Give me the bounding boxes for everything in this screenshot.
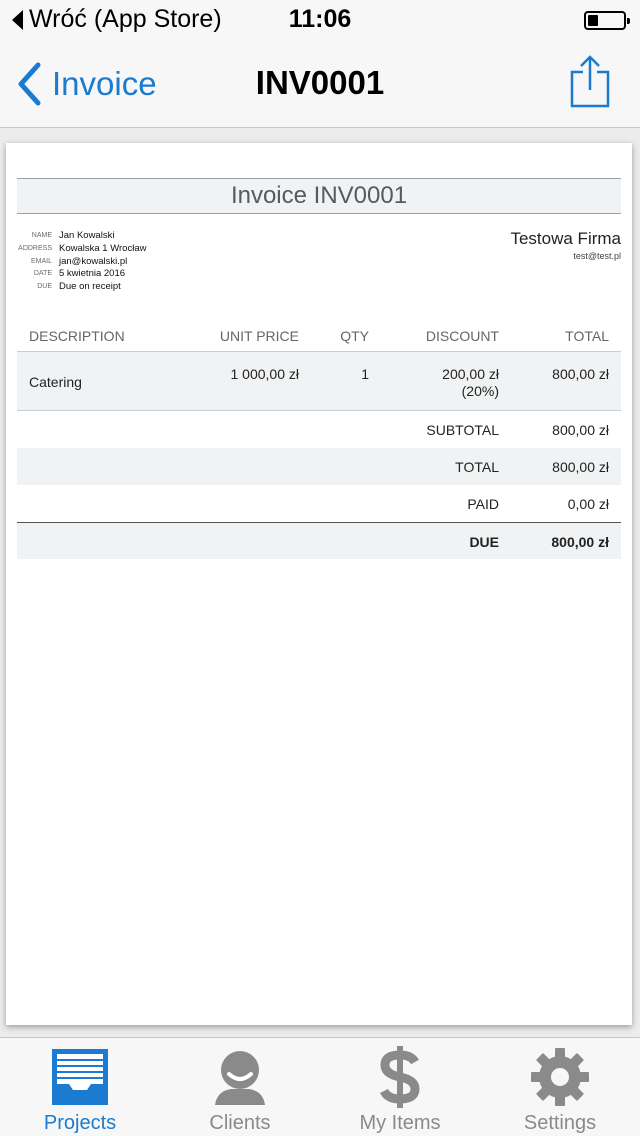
item-discount xyxy=(442,366,499,400)
dollar-icon xyxy=(370,1047,430,1107)
battery-icon xyxy=(584,11,626,30)
paid-row xyxy=(17,485,621,522)
projects-icon xyxy=(50,1047,110,1107)
tab-clients-label: Clients xyxy=(209,1112,271,1134)
tab-projects-label: Projects xyxy=(43,1112,117,1134)
tab-bar xyxy=(0,1037,640,1136)
client-address-row xyxy=(17,243,146,256)
client-info xyxy=(17,230,146,294)
client-name-key: NAME xyxy=(31,232,52,239)
tab-my-items-label: My Items xyxy=(359,1112,441,1134)
navigation-bar xyxy=(0,40,640,128)
column-total: TOTAL xyxy=(565,328,609,344)
client-email-row xyxy=(17,256,146,269)
table-row xyxy=(17,352,621,411)
invoice-due: Due on receipt xyxy=(59,281,121,293)
invoice-date: 5 kwietnia 2016 xyxy=(59,268,126,280)
tab-clients[interactable] xyxy=(160,1038,320,1136)
client-address: Kowalska 1 Wrocław xyxy=(59,242,147,254)
company-email: test@test.pl xyxy=(573,251,621,261)
invoice-date-key: DATE xyxy=(33,270,52,278)
column-discount: DISCOUNT xyxy=(425,328,499,344)
battery-fill xyxy=(588,15,598,26)
due-value: 800,00 zł xyxy=(551,534,609,550)
item-unit-price: 1 000,00 zł xyxy=(230,366,299,382)
total-row xyxy=(17,448,621,485)
client-name-row xyxy=(17,230,146,243)
client-email: jan@kowalski.pl xyxy=(59,255,128,267)
due-label: DUE xyxy=(469,534,499,550)
client-name: Jan Kowalski xyxy=(59,230,115,241)
column-unit-price: UNIT PRICE xyxy=(219,328,299,344)
column-description: DESCRIPTION xyxy=(29,328,125,344)
item-discount-percent: (20%) xyxy=(461,383,499,399)
total-value: 800,00 zł xyxy=(552,459,609,475)
invoice-due-key: DUE xyxy=(37,283,52,291)
due-row xyxy=(17,522,621,559)
client-address-key: ADDRESS xyxy=(18,244,52,252)
table-header xyxy=(17,328,621,352)
company-info xyxy=(510,229,621,261)
back-to-app-label: Wróć (App Store) xyxy=(29,5,222,33)
top-bar xyxy=(0,0,640,128)
subtotal-row xyxy=(17,411,621,448)
tab-my-items[interactable] xyxy=(320,1038,480,1136)
tab-settings-label: Settings xyxy=(523,1112,597,1134)
paid-label: PAID xyxy=(467,496,499,512)
status-time: 11:06 xyxy=(288,5,352,33)
subtotal-value: 800,00 zł xyxy=(552,422,609,438)
item-qty: 1 xyxy=(361,366,369,382)
share-icon xyxy=(570,54,610,110)
company-name: Testowa Firma xyxy=(510,229,621,248)
client-email-key: EMAIL xyxy=(30,257,52,265)
item-description: Catering xyxy=(29,374,82,390)
back-button-label: Invoice xyxy=(52,65,157,102)
total-label: TOTAL xyxy=(455,459,499,475)
person-icon xyxy=(210,1047,270,1107)
tab-projects[interactable] xyxy=(0,1038,160,1136)
invoice-due-row xyxy=(17,281,146,294)
item-discount-amount: 200,00 zł xyxy=(442,366,499,382)
tab-settings[interactable] xyxy=(480,1038,640,1136)
battery-nub xyxy=(627,18,630,24)
invoice-date-row xyxy=(17,268,146,281)
paid-value: 0,00 zł xyxy=(567,496,609,512)
item-total: 800,00 zł xyxy=(552,366,609,382)
column-qty: QTY xyxy=(340,328,369,344)
gear-icon xyxy=(530,1047,590,1107)
subtotal-label: SUBTOTAL xyxy=(426,422,499,438)
invoice-heading: Invoice INV0001 xyxy=(17,178,621,214)
status-bar xyxy=(0,0,640,40)
share-button[interactable] xyxy=(570,54,610,115)
invoice-preview xyxy=(6,143,632,1025)
page-title: INV0001 xyxy=(255,64,385,101)
